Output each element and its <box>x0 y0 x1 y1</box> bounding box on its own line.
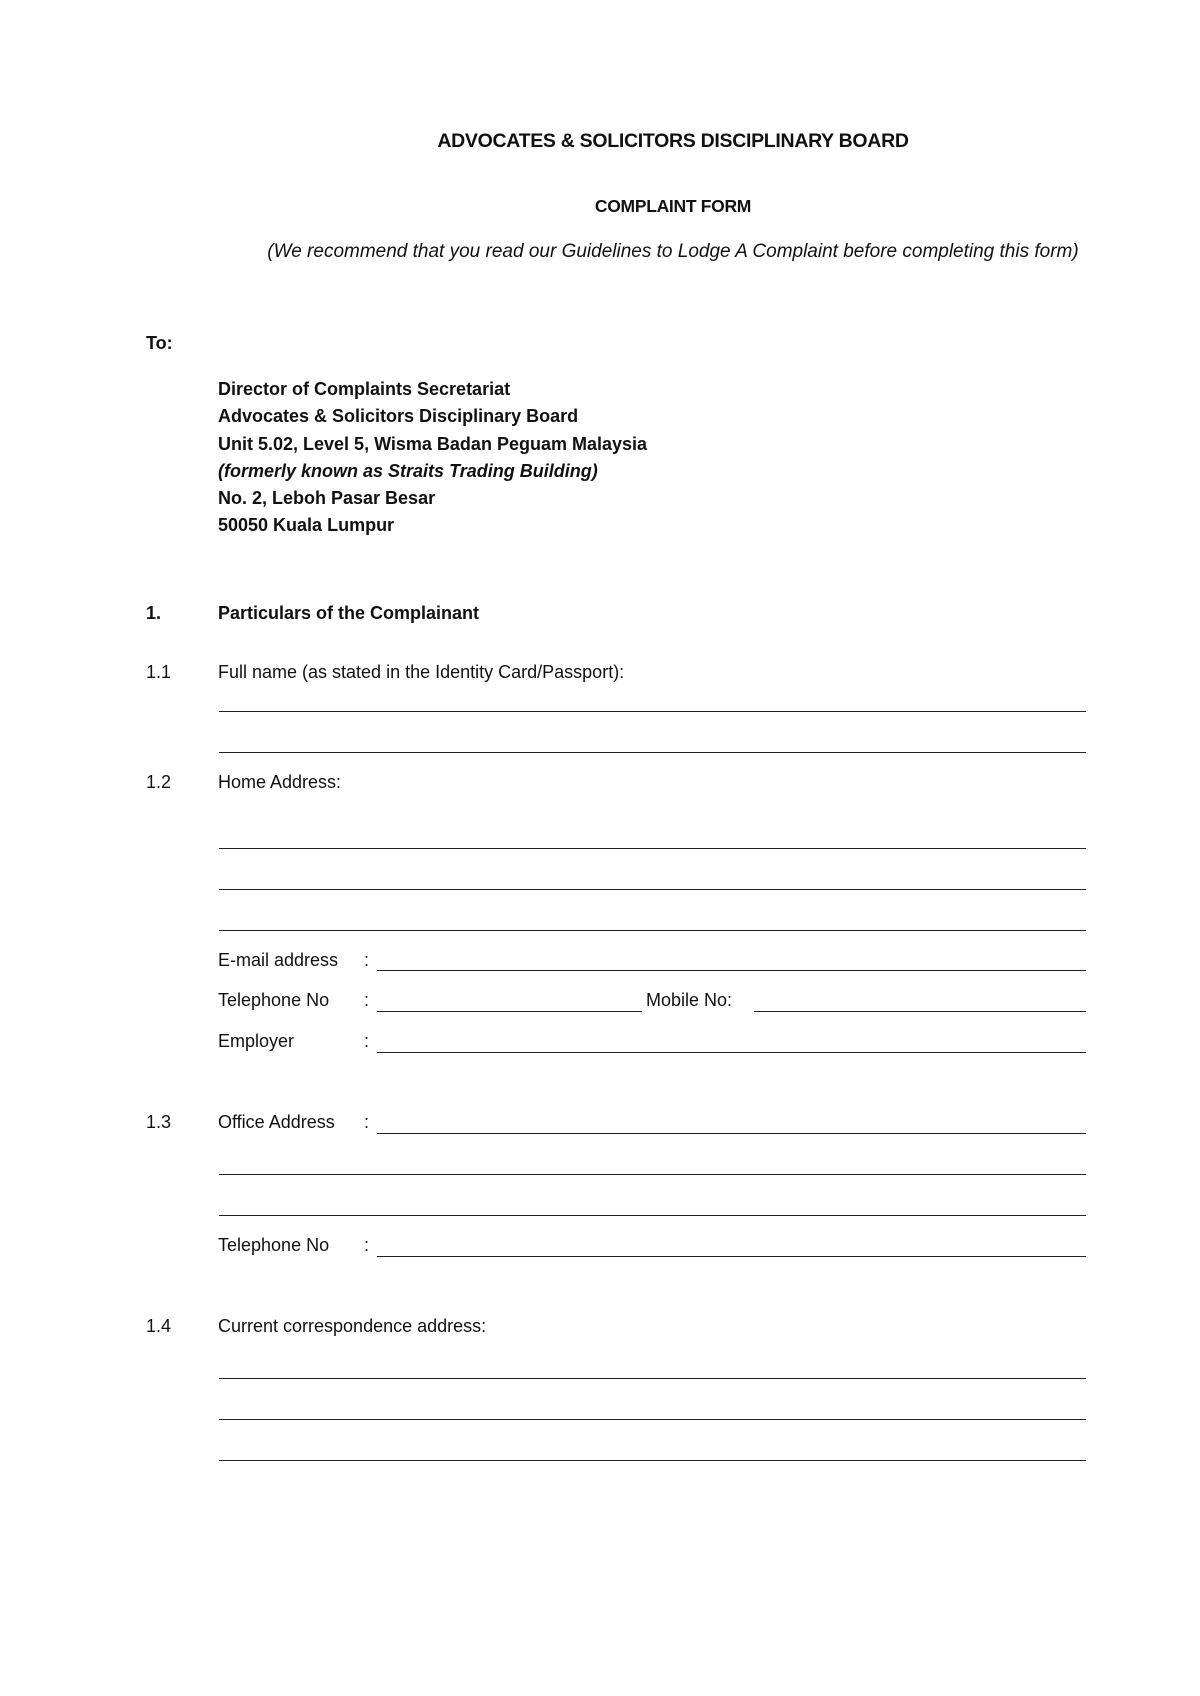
form-title: COMPLAINT FORM <box>594 196 752 216</box>
home-address-line-3[interactable] <box>219 930 1086 931</box>
board-title: ADVOCATES & SOLICITORS DISCIPLINARY BOARD <box>437 130 909 152</box>
mobile-field-line[interactable] <box>754 1011 1086 1012</box>
office-address-label: Office Address <box>218 1112 335 1132</box>
section-number: 1. <box>146 603 162 623</box>
office-address-line-2[interactable] <box>219 1174 1086 1175</box>
address-line: 50050 Kuala Lumpur <box>218 515 395 536</box>
email-colon: : <box>364 950 370 970</box>
address-line: Director of Complaints Secretariat <box>218 379 511 399</box>
employer-colon: : <box>364 1031 370 1051</box>
correspondence-line-2[interactable] <box>219 1419 1086 1420</box>
home-address-line-1[interactable] <box>219 848 1086 849</box>
telephone-label: Telephone No <box>218 990 330 1010</box>
address-line: Unit 5.02, Level 5, Wisma Badan Peguam Malaysia <box>218 433 648 454</box>
correspondence-address-label: Current correspondence address: <box>218 1316 487 1336</box>
correspondence-line-3[interactable] <box>219 1460 1086 1461</box>
office-address-line-1[interactable] <box>377 1133 1086 1134</box>
email-label: E-mail address <box>218 950 339 970</box>
employer-field-line[interactable] <box>377 1052 1086 1053</box>
to-label: To: <box>146 333 173 353</box>
address-line: Advocates & Solicitors Disciplinary Board <box>218 406 579 427</box>
telephone-colon: : <box>364 990 370 1010</box>
office-address-colon: : <box>364 1112 370 1132</box>
office-telephone-label: Telephone No <box>218 1235 330 1255</box>
full-name-label: Full name (as stated in the Identity Card/Passport): <box>218 662 625 682</box>
address-line: (formerly known as Straits Trading Building) <box>218 460 598 481</box>
mobile-label: Mobile No: <box>646 990 733 1010</box>
correspondence-line-1[interactable] <box>219 1378 1086 1379</box>
home-address-line-2[interactable] <box>219 889 1086 890</box>
recipient-address <box>218 376 647 540</box>
employer-label: Employer <box>218 1031 295 1051</box>
subsection-number: 1.1 <box>146 662 172 682</box>
subsection-number: 1.2 <box>146 772 172 792</box>
address-line: No. 2, Leboh Pasar Besar <box>218 488 436 509</box>
office-telephone-field-line[interactable] <box>377 1256 1086 1257</box>
section-heading: Particulars of the Complainant <box>218 603 480 623</box>
email-field-line[interactable] <box>377 970 1086 971</box>
subsection-number: 1.3 <box>146 1112 172 1132</box>
full-name-line-2[interactable] <box>219 752 1086 753</box>
telephone-field-line[interactable] <box>377 1011 642 1012</box>
full-name-line-1[interactable] <box>219 711 1086 712</box>
subsection-number: 1.4 <box>146 1316 172 1336</box>
office-address-line-3[interactable] <box>219 1215 1086 1216</box>
home-address-label: Home Address: <box>218 772 342 792</box>
office-telephone-colon: : <box>364 1235 370 1255</box>
guidelines-note: (We recommend that you read our Guidelines to Lodge A Complaint before completing this form) <box>267 241 1079 262</box>
